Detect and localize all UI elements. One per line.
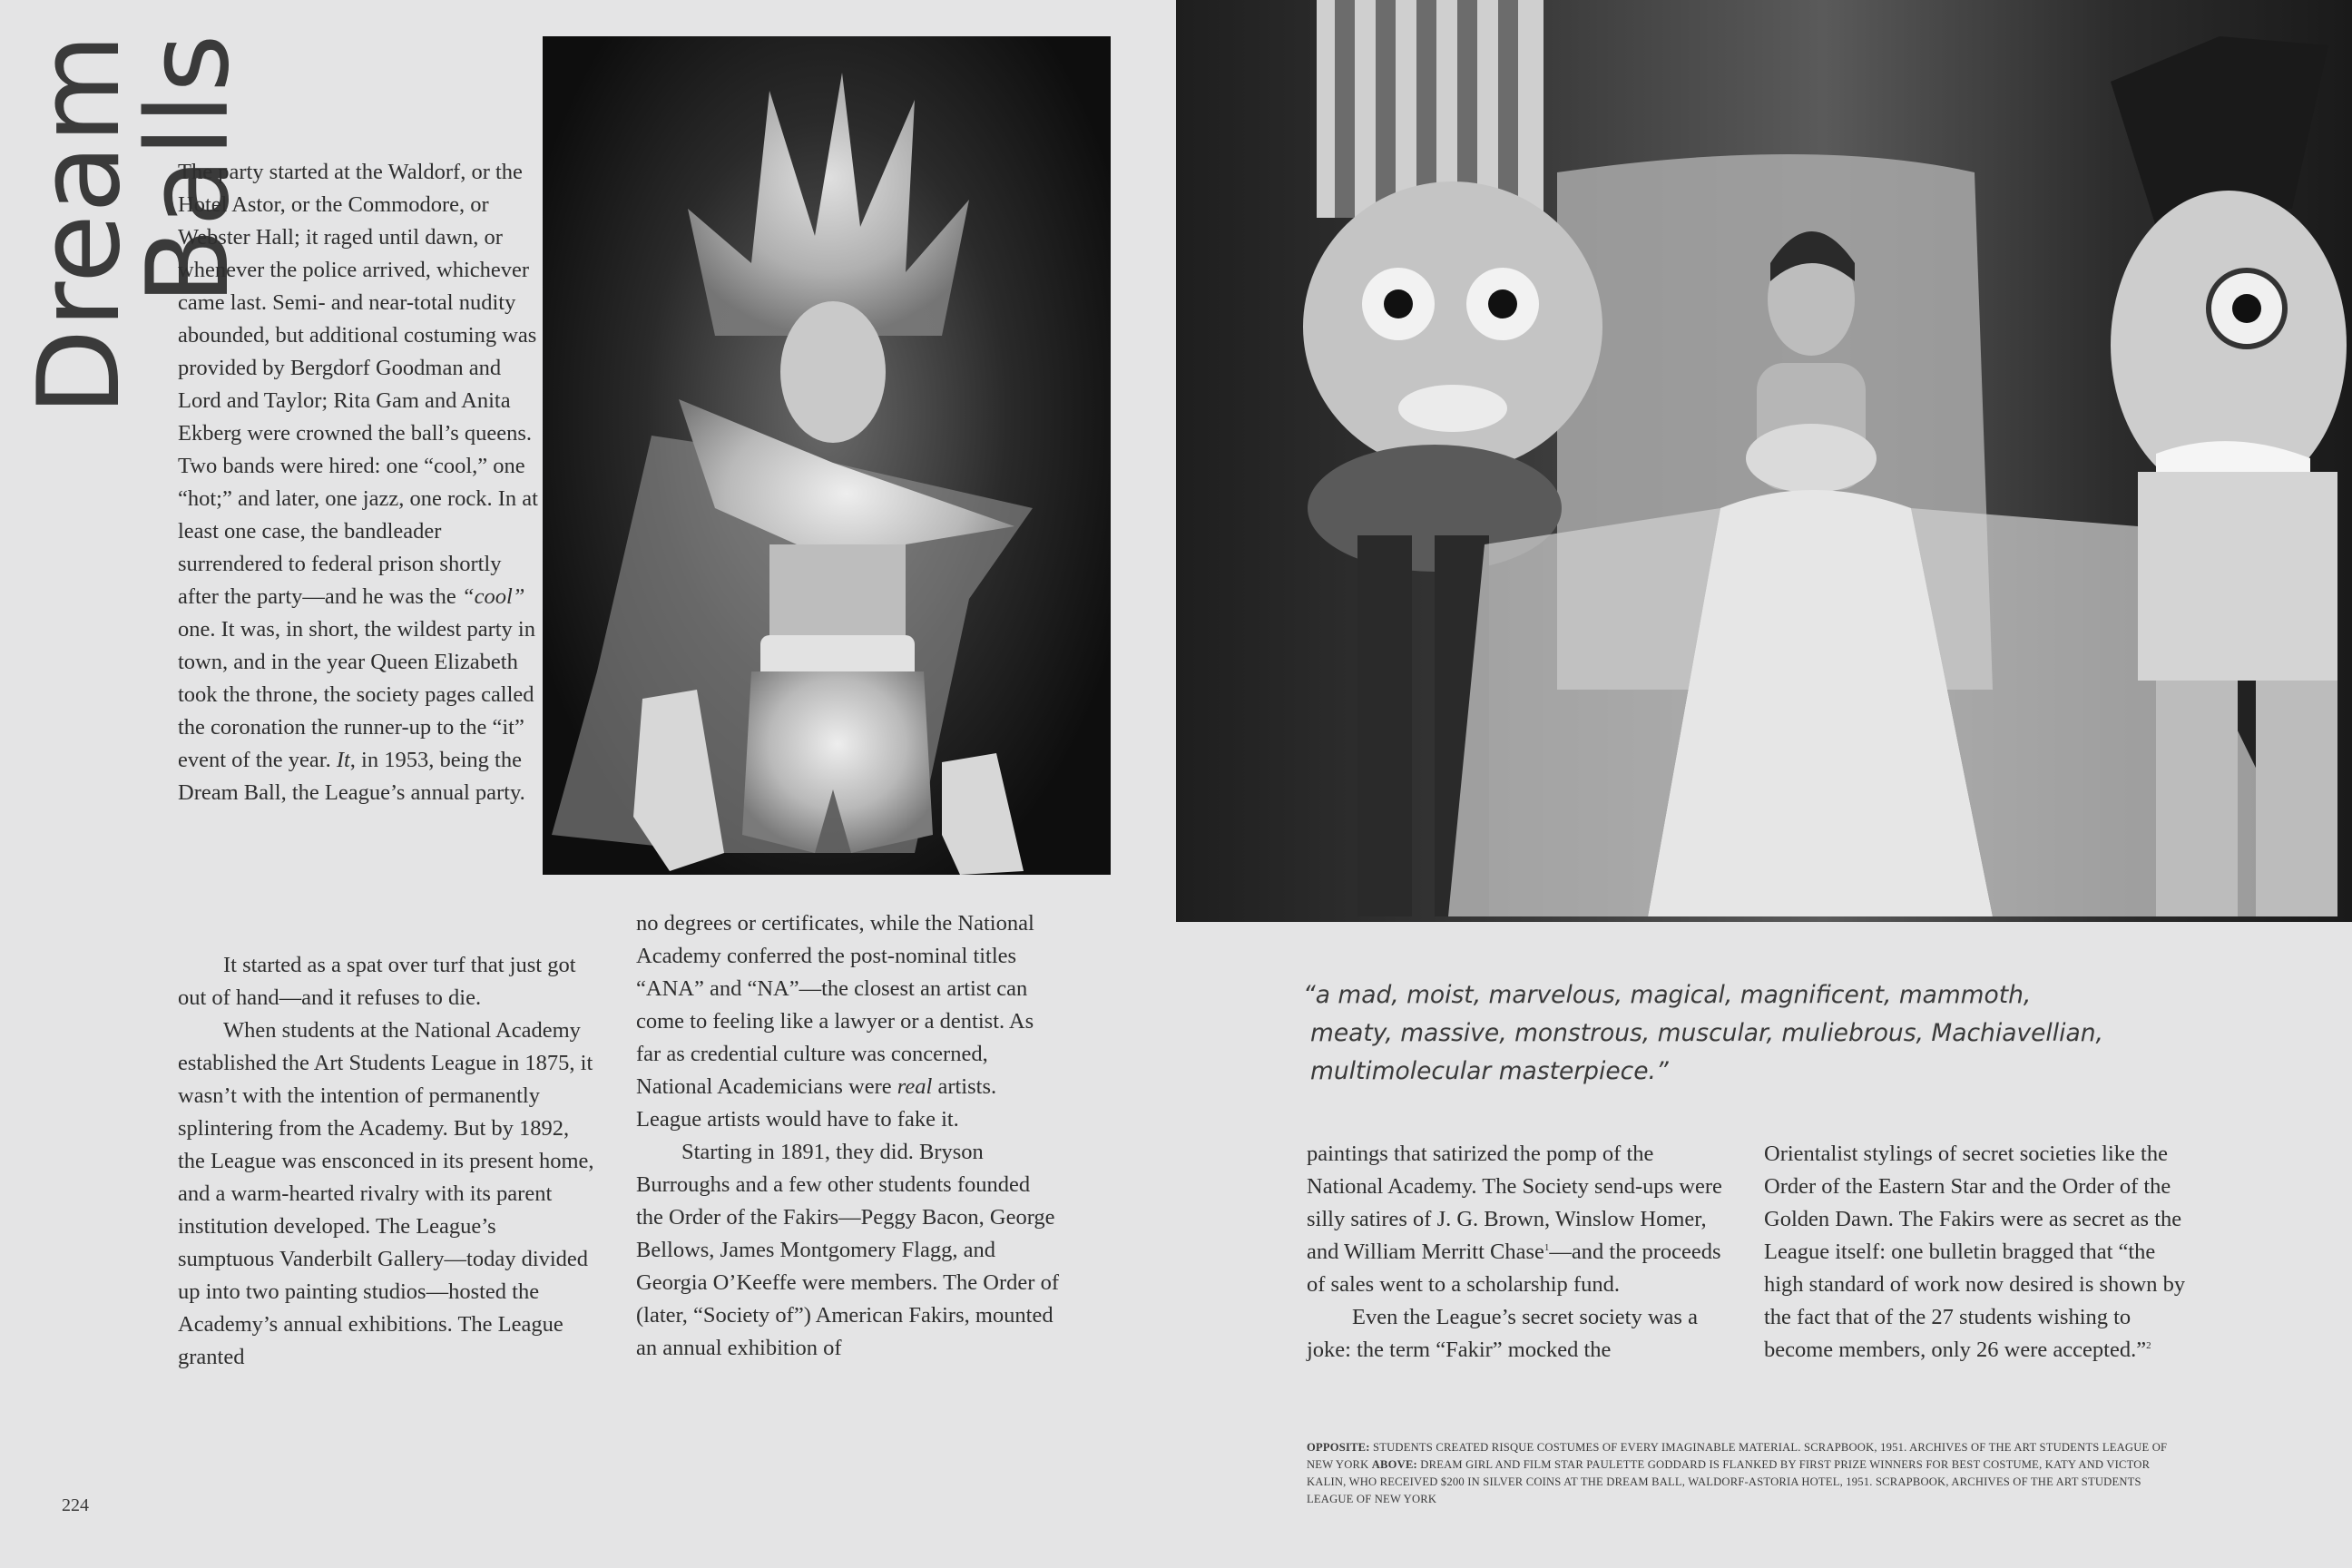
photo-costumed-man-figure (543, 36, 1111, 875)
photo-dream-ball (1176, 0, 2352, 922)
paragraph-orientalist: Orientalist stylings of secret societies like the Order of the Eastern Star and the Order of the Golden Dawn. The Fakirs were as secret as the League itself: one bulletin bragged that “the high standard of work now desired is shown by the fact that of the 27 students wishing to become members, only 26 were accepted.”$^2$ (1764, 1142, 2186, 1362)
body-column-2 (636, 907, 1063, 1365)
paragraph-satirized: paintings that satirized the pomp of the National Academy. The Society send-ups were silly satires of J. G. Brown, Winslow Homer, and William Merritt Chase$^1$—and the proceeds of sales went to a scholarship fund. (1307, 1142, 1722, 1297)
paragraph-fakirs: Starting in 1891, they did. Bryson Burroughs and a few other students founded the Order of the Fakirs—Peggy Bacon, George Bellows, James Montgomery Flagg, and Georgia O’Keeffe were members. The Order of (later, “Society of”) American Fakirs, mounted an annual exhibition of (636, 1140, 1059, 1360)
paragraph-secret-society: Even the League’s secret society was a joke: the term “Fakir” mocked the (1307, 1305, 1698, 1362)
body-column-4 (1764, 1138, 2190, 1367)
paragraph-degrees: no degrees or certificates, while the National Academy conferred the post-nominal titles “ANA” and “NA”—the closest an artist can come to feeling like a lawyer or a dentist. As far as credential culture was concerned, National Academicians were real artists. League artists would have to fake it. (636, 911, 1034, 1132)
photo-caption: OPPOSITE: STUDENTS CREATED RISQUE COSTUMES OF EVERY IMAGINABLE MATERIAL. SCRAPBOOK, 1951. ARCHIVES OF THE ART STUDENTS LEAGUE OF NEW YORK ABOVE: DREAM GIRL AND FILM STAR PAULETTE GODDARD IS FLANKED BY FIRST PRIZE WINNERS FOR BEST COSTUME, KATY AND VICTOR KALIN, WHO RECEIVED $200 IN SILVER COINS AT THE DREAM BALL, WALDORF-ASTORIA HOTEL, 1951. SCRAPBOOK, ARCHIVES OF THE ART STUDENTS LEAGUE OF NEW YORK (1307, 1441, 2168, 1505)
paragraph-opening: The party started at the Waldorf, or the Hotel Astor, or the Commodore, or Webster Hall; it raged until dawn, or whenever the police arrived, whichever came last. Semi- and near-total nudity abounded, but additional costuming was provided by Bergdorf Goodman and Lord and Taylor; Rita Gam and Anita Ekberg were crowned the ball’s queens. Two bands were hired: one “cool,” one “hot;” and later, one jazz, one rock. In at least one case, the bandleader surrendered to federal prison shortly after the party—and he was the “cool” one. It was, in short, the wildest party in town, and in the year Queen Elizabeth took the throne, the society pages called the coronation the runner-up to the “it” event of the year. It, in 1953, being the Dream Ball, the League’s annual party. (178, 160, 538, 805)
pull-quote-line-3: multimolecular masterpiece.” (1310, 1057, 1669, 1085)
photo-costumed-man (543, 36, 1111, 875)
pull-quote-line-1: “a mad, moist, marvelous, magical, magnificent, mammoth, (1303, 981, 2032, 1009)
footnote-ref-1[interactable]: 1 (1544, 1241, 1550, 1253)
right-page (1176, 0, 2352, 1568)
page-number: 224 (62, 1495, 89, 1515)
body-column-1b (178, 949, 595, 1374)
pull-quote-line-2: meaty, massive, monstrous, muscular, muliebrous, Machiavellian, (1310, 1019, 2103, 1047)
footnote-ref-2[interactable]: 2 (2146, 1339, 2151, 1351)
page-title: Dream Balls (15, 33, 254, 416)
paragraph-students: When students at the National Academy established the Art Students League in 1875, it wasn’t with the intention of permanently splintering from the Academy. But by 1892, the League was ensconced in its present home, and a warm-hearted rivalry with its parent institution developed. The League’s sumptuous Vanderbilt Gallery—today divided up into two painting studios—hosted the Academy’s annual exhibitions. The League granted (178, 1018, 594, 1369)
body-column-3 (1307, 1138, 1733, 1367)
photo-dream-ball-scene (1176, 0, 2352, 922)
pull-quote (1303, 976, 2174, 1091)
body-column-1a (178, 156, 541, 809)
paragraph-spat: It started as a spat over turf that just got out of hand—and it refuses to die. (178, 953, 576, 1010)
